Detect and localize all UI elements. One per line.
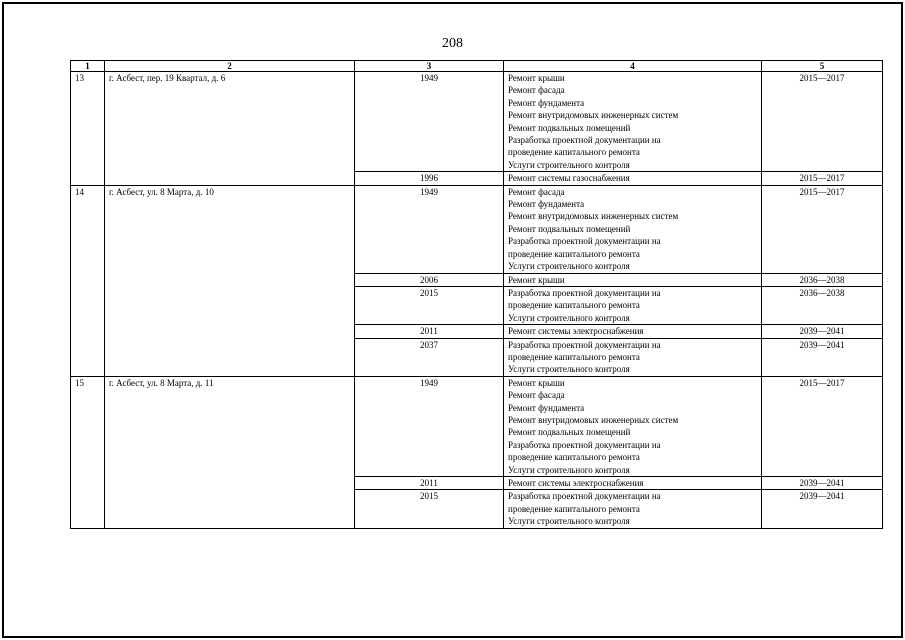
work-type-item: Ремонт внутридомовых инженерных систем — [508, 414, 679, 425]
work-types-cell — [504, 338, 762, 376]
period-cell: 2015—2017 — [762, 376, 883, 476]
year-cell: 2015 — [355, 490, 504, 528]
work-types-cell — [504, 286, 762, 324]
work-types-cell — [504, 273, 762, 286]
address-cell: г. Асбест, ул. 8 Марта, д. 11 — [105, 376, 355, 528]
work-types-cell — [504, 72, 762, 172]
year-cell: 2015 — [355, 286, 504, 324]
column-header: 1 — [71, 61, 105, 72]
work-type-item: Услуги строительного контроля — [508, 464, 630, 475]
work-type-item: Ремонт подвальных помещений — [508, 122, 631, 133]
period-cell: 2036—2038 — [762, 273, 883, 286]
work-type-item: проведение капитального ремонта — [508, 452, 640, 463]
work-type-item: Ремонт фасада — [508, 186, 565, 197]
work-type-item: Разработка проектной документации на — [508, 339, 661, 350]
work-type-item: Разработка проектной документации на — [508, 135, 661, 146]
work-type-item: Ремонт системы электроснабжения — [508, 326, 644, 337]
table-header-row — [71, 61, 883, 72]
period-cell: 2039—2041 — [762, 325, 883, 338]
work-type-item: Услуги строительного контроля — [508, 261, 630, 272]
work-type-item: Разработка проектной документации на — [508, 287, 661, 298]
table-body — [71, 72, 883, 529]
table-row — [71, 72, 883, 172]
work-type-item: Разработка проектной документации на — [508, 439, 661, 450]
year-cell: 1949 — [355, 376, 504, 476]
year-cell: 2011 — [355, 477, 504, 490]
row-number-cell: 15 — [71, 376, 105, 528]
work-types-cell — [504, 490, 762, 528]
work-type-item: Услуги строительного контроля — [508, 364, 630, 375]
work-types-cell — [504, 325, 762, 338]
repair-schedule-table — [70, 60, 883, 529]
year-cell: 1996 — [355, 172, 504, 185]
year-cell: 2037 — [355, 338, 504, 376]
work-type-item: проведение капитального ремонта — [508, 300, 640, 311]
work-type-item: Ремонт фундамента — [508, 402, 585, 413]
period-cell: 2015—2017 — [762, 172, 883, 185]
table-row — [71, 185, 883, 273]
work-type-item: проведение капитального ремонта — [508, 248, 640, 259]
column-header: 3 — [355, 61, 504, 72]
year-cell: 2011 — [355, 325, 504, 338]
work-type-item: проведение капитального ремонта — [508, 503, 640, 514]
work-type-item: Услуги строительного контроля — [508, 159, 630, 170]
period-cell: 2015—2017 — [762, 72, 883, 172]
work-type-item: Ремонт крыши — [508, 274, 565, 285]
work-type-item: Ремонт фасада — [508, 85, 565, 96]
period-cell: 2039—2041 — [762, 490, 883, 528]
work-type-item: Ремонт фундамента — [508, 199, 585, 210]
work-type-item: проведение капитального ремонта — [508, 147, 640, 158]
page-number: 208 — [442, 36, 463, 51]
work-type-item: Услуги строительного контроля — [508, 516, 630, 527]
row-number-cell: 13 — [71, 72, 105, 186]
work-type-item: Разработка проектной документации на — [508, 491, 661, 502]
work-type-item: Ремонт фасада — [508, 390, 565, 401]
year-cell: 1949 — [355, 72, 504, 172]
work-types-cell — [504, 185, 762, 273]
work-type-item: Ремонт крыши — [508, 73, 565, 83]
period-cell: 2039—2041 — [762, 338, 883, 376]
address-cell: г. Асбест, ул. 8 Марта, д. 10 — [105, 185, 355, 376]
column-header: 4 — [504, 61, 762, 72]
work-type-item: Ремонт подвальных помещений — [508, 223, 631, 234]
work-type-item: Ремонт подвальных помещений — [508, 427, 631, 438]
work-types-cell — [504, 477, 762, 490]
address-cell: г. Асбест, пер. 19 Квартал, д. 6 — [105, 72, 355, 186]
work-type-item: Ремонт системы электроснабжения — [508, 478, 644, 488]
year-cell: 1949 — [355, 185, 504, 273]
work-types-cell — [504, 376, 762, 476]
table-row — [71, 376, 883, 476]
column-header: 2 — [105, 61, 355, 72]
work-types-cell — [504, 172, 762, 185]
work-type-item: Ремонт внутридомовых инженерных систем — [508, 211, 679, 222]
work-type-item: Услуги строительного контроля — [508, 312, 630, 323]
work-type-item: проведение капитального ремонта — [508, 351, 640, 362]
work-type-item: Ремонт фундамента — [508, 97, 585, 108]
work-type-item: Ремонт системы газоснабжения — [508, 173, 630, 184]
work-type-item: Ремонт внутридомовых инженерных систем — [508, 110, 679, 121]
row-number-cell: 14 — [71, 185, 105, 376]
period-cell: 2015—2017 — [762, 185, 883, 273]
column-header: 5 — [762, 61, 883, 72]
year-cell: 2006 — [355, 273, 504, 286]
work-type-item: Разработка проектной документации на — [508, 236, 661, 247]
work-type-item: Ремонт крыши — [508, 377, 565, 388]
period-cell: 2036—2038 — [762, 286, 883, 324]
period-cell: 2039—2041 — [762, 477, 883, 490]
